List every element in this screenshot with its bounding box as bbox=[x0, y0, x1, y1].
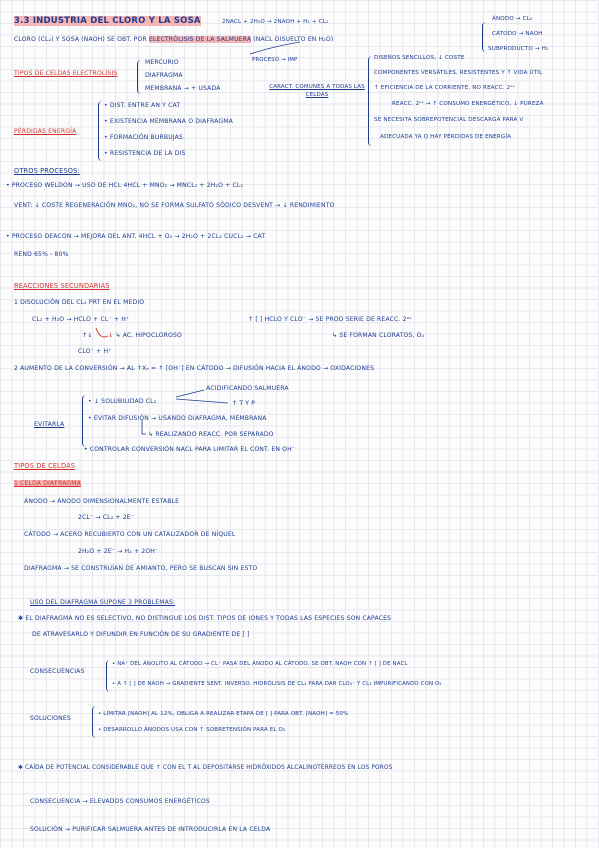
solutions-brace bbox=[92, 706, 96, 738]
consequences-label: CONSECUENCIAS bbox=[30, 668, 85, 675]
anode-equation: 2CL⁻ → CL₂ + 2E⁻ bbox=[78, 514, 135, 521]
solution-2: • DESARROLLO ÁNODOS USA CON ↑ SOBRETENSIÓN PARA EL O₂ bbox=[98, 727, 286, 733]
weldon-advantages: VENT: ↓ COSTE REGENERACIÓN MNO₂, NO SE FORMA SULFATO SÓDICO DESVENT → ↓ RENDIMIENTO bbox=[14, 202, 335, 209]
solubility-note: • ↓ SOLUBILIDAD CL₂ bbox=[88, 398, 157, 405]
common-brace bbox=[368, 56, 372, 146]
final-consequence: CONSECUENCIA → ELEVADOS CONSUMOS ENERGÉTICOS bbox=[30, 798, 210, 805]
page-title: 3.3 INDUSTRIA DEL CLORO Y LA SOSA bbox=[14, 16, 201, 26]
solutions-label: SOLUCIONES bbox=[30, 715, 71, 722]
consequences-brace bbox=[106, 660, 110, 692]
common-title: CARACT. COMUNES A TODAS LAS CELDAS bbox=[269, 84, 365, 99]
common-item-5: SE NECESITA SOBREPOTENCIAL DESCARGA PARA V bbox=[374, 117, 524, 123]
problems-title: USO DEL DIAFRAGMA SUPONE 3 PROBLEMAS: bbox=[30, 599, 176, 606]
common-item-4: REACC. 2ᵃˢ → ↑ CONSUMO ENERGÉTICO, ↓ PUREZA bbox=[392, 101, 544, 107]
deacon-yield: REND 65% - 80% bbox=[14, 251, 69, 258]
loss-item-1: • DIST. ENTRE AN Y CAT bbox=[104, 102, 181, 109]
process-imp: PROCESO → IMP bbox=[252, 57, 298, 63]
product-anode: ÁNODO → CL₂ bbox=[492, 16, 533, 22]
secondary-right-2: ↳ SE FORMAN CLORATOS, O₂ bbox=[332, 332, 425, 339]
cathode-equation: 2H₂O + 2E⁻ → H₂ + 2OH⁻ bbox=[78, 548, 159, 555]
common-item-2: COMPONENTES VERSÁTILES, RESISTENTES Y ↑ VIDA ÚTIL bbox=[374, 70, 543, 76]
acidify-note: ACIDIFICANDO SALMUERA bbox=[206, 385, 289, 392]
hypochlorous-note: ↓ ↳ AC. HIPOCLOROSO bbox=[108, 332, 182, 339]
cell-types-label: TIPOS DE CELDAS ELECTROLÍSIS bbox=[14, 70, 118, 77]
weldon-line: • PROCESO WELDON → USO DE HCL 4HCL + MNO₂ → MNCL₂ + 2H₂O + CL₂ bbox=[6, 182, 244, 189]
consequence-1: • NA⁺ DEL ÁNOLITO AL CÁTODO → CL⁻ PASA DEL ÁNODO AL CÁTODO, SE OBT. NAOH CON ↑ [ ] DE NACL bbox=[112, 661, 408, 667]
common-item-1: DISEÑOS SENCILLOS, ↓ COSTE bbox=[374, 55, 465, 61]
product-byproduct: SUBPRODUCTO → H₂ bbox=[488, 46, 549, 52]
cells-title: TIPOS DE CELDAS bbox=[14, 462, 76, 470]
hypochlorite-ions: CLO⁻ + H⁺ bbox=[78, 348, 112, 355]
cell-type-diaphragm: DIAFRAGMA bbox=[145, 72, 183, 79]
solution-1: • LIMITAR [NAOH] AL 12%, OBLIGA A REALIZAR ETAPA DE [ ] PARA OBT. [NAOH] = 50% bbox=[98, 711, 349, 717]
final-solution: SOLUCIÓN → PURIFICAR SALMUERA ANTES DE INTRODUCIRLA EN LA CELDA bbox=[30, 826, 271, 833]
secondary-item-1: 1 DISOLUCIÓN DEL CL₂ PRT EN EL MEDIO bbox=[14, 299, 145, 306]
deacon-line: • PROCESO DEACON → MEJORA DEL ANT. 4HCL + O₂ → 2H₂O + 2CL₂ CUCL₂ → CAT bbox=[6, 233, 266, 240]
electrolysis-highlight: ELECTRÓLISIS DE LA SALMUERA bbox=[148, 36, 252, 43]
consequence-2: • A ↑ [ ] DE NAOH → GRADIENTE SENT. INVERSO. HIDRÓLISIS DE CL₂ PARA DAR CLO₃⁻ Y CL₂ IMPURIFICANDO CON O₂ bbox=[112, 681, 442, 687]
cell-types-brace bbox=[137, 60, 141, 94]
problem-1-line-2: DE ATRAVESARLO Y DIFUNDIR EN FUNCIÓN DE SU GRADIENTE DE [ ] bbox=[32, 631, 250, 638]
tp-note: ↑ T Y P bbox=[232, 400, 256, 407]
avoid-brace bbox=[82, 395, 86, 447]
loss-item-3: • FORMACIÓN BURBUJAS bbox=[104, 134, 183, 141]
other-processes-title: OTROS PROCESOS: bbox=[14, 167, 80, 175]
losses-brace bbox=[98, 101, 102, 161]
secondary-title: REACCIONES SECUNDARIAS bbox=[14, 282, 110, 290]
separate-note: ↳ REALIZANDO REACC. POR SEPARADO bbox=[148, 431, 274, 438]
avoid-label: EVITARLA bbox=[34, 421, 65, 428]
losses-label: PÉRDIDAS ENERGÍA bbox=[14, 128, 77, 135]
diffusion-note: • EVITAR DIFUSIÓN → USANDO DIAFRAGMA, MEMBRANA bbox=[88, 415, 267, 422]
problem-1-line-1: ✱ EL DIAFRAGMA NO ES SELECTIVO, NO DISTINGUE LOS DIST. TIPOS DE IONES Y TODAS LAS ESPECIES SON CAPACES bbox=[18, 615, 392, 622]
secondary-item-2: 2 AUMENTO DE LA CONVERSIÓN → AL ↑Xₐ = ↑ [OH⁻] EN CÁTODO → DIFUSIÓN HACIA EL ÁNODO → OXIDACIONES bbox=[14, 365, 375, 372]
cell-type-mercury: MERCURIO bbox=[145, 59, 179, 66]
diaphragm-line: DIAFRAGMA → SE CONSTRUÍAN DE AMIANTO, PERO SE BUSCAN SIN ESTO bbox=[24, 565, 258, 572]
secondary-right: ↑ [ ] HCLO Y CLO⁻ → SE PROD SERIE DE REACC. 2ᵃˢ bbox=[248, 316, 412, 323]
problem-2: ✱ CAÍDA DE POTENCIAL CONSIDERABLE QUE ↑ CON EL T AL DEPOSITARSE HIDRÓXIDOS ALCALINOTÉRREOS EN LOS POROS bbox=[18, 765, 393, 771]
diaphragm-cell-subtitle: 1 CELDA DIAFRAGMA bbox=[14, 480, 81, 487]
intro-line: CLORO (CL₂) Y SOSA (NAOH) SE OBT. POR ELECTRÓLISIS DE LA SALMUERA (NACL DISUELTO EN H₂O) bbox=[14, 36, 334, 43]
secondary-equation: CL₂ + H₂O → HCLO + CL⁻ + H⁺ bbox=[32, 316, 130, 323]
equilibrium-arrows: ↑↓ bbox=[82, 332, 93, 339]
cell-type-membrane: MEMBRANA → + USADA bbox=[145, 85, 221, 92]
product-cathode: CÁTODO → NAOH bbox=[492, 31, 543, 37]
main-reaction: 2NACL + 2H₂O → 2NAOH + H₂ + CL₂ bbox=[222, 19, 329, 25]
loss-item-2: • EXISTENCIA MEMBRANA O DIAFRAGMA bbox=[104, 118, 233, 125]
loss-item-4: • RESISTENCIA DE LA DIS bbox=[104, 150, 186, 157]
products-brace bbox=[482, 22, 486, 52]
common-item-3: ↑ EFICIENCIA DE LA CORRIENTE, NO REACC. 2ᵃˢ bbox=[374, 85, 515, 91]
common-item-6: ADECUADA YA Q HAY PÉRDIDAS DE ENERGÍA bbox=[380, 134, 512, 140]
cathode-line: CÁTODO → ACERO RECUBIERTO CON UN CATALIZADOR DE NÍQUEL bbox=[24, 531, 236, 538]
anode-line: ÁNODO → ÁNODO DIMENSIONALMENTE ESTABLE bbox=[24, 498, 180, 505]
control-note: • CONTROLAR CONVERSIÓN NACL PARA LIMITAR EL CONT. EN OH⁻ bbox=[84, 446, 296, 453]
